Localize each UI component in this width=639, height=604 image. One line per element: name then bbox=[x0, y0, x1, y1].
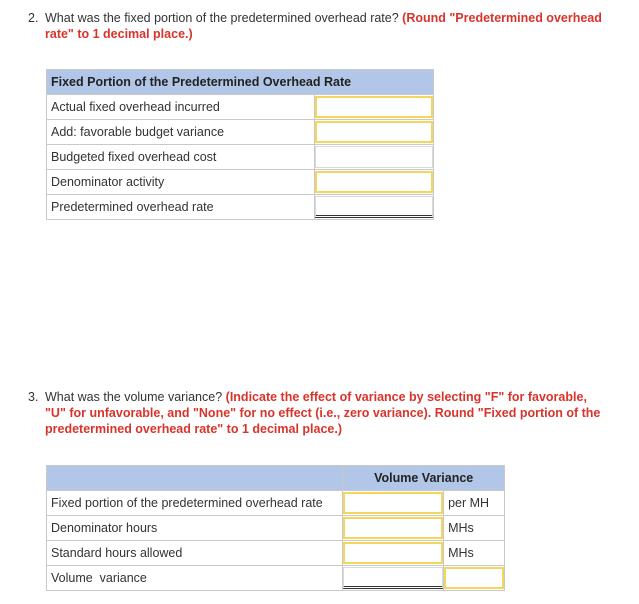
table-row bbox=[47, 195, 434, 220]
instruction-text-cont: "U" for unfavorable, and "None" for no effect (i.e., zero variance). Round "Fixed portion of the bbox=[45, 406, 601, 420]
table-row bbox=[47, 170, 434, 195]
denominator-hours-input[interactable] bbox=[343, 517, 443, 539]
table-row bbox=[47, 120, 434, 145]
fixed-portion-rate-input[interactable] bbox=[343, 492, 443, 514]
denominator-activity-input[interactable] bbox=[315, 171, 433, 193]
row-label: Add: favorable budget variance bbox=[47, 120, 315, 145]
row-label: Predetermined overhead rate bbox=[47, 195, 315, 220]
table-row bbox=[47, 516, 505, 541]
instruction-text-cont: rate" to 1 decimal place.) bbox=[45, 27, 193, 41]
row-label: Standard hours allowed bbox=[47, 541, 343, 566]
row-label: Denominator hours bbox=[47, 516, 343, 541]
fixed-portion-table bbox=[46, 69, 434, 220]
instruction-text-end: predetermined overhead rate" to 1 decimal place.) bbox=[45, 422, 343, 436]
table-row bbox=[47, 95, 434, 120]
table-row bbox=[47, 541, 505, 566]
header-blank bbox=[47, 466, 343, 491]
favorable-budget-variance-input[interactable] bbox=[315, 121, 433, 143]
question-number: 3. bbox=[28, 390, 39, 404]
unit-label: MHs bbox=[444, 516, 505, 541]
question-number: 2. bbox=[28, 11, 39, 25]
budgeted-fixed-overhead-input[interactable] bbox=[315, 146, 433, 168]
unit-label: per MH bbox=[444, 491, 505, 516]
table-row bbox=[47, 145, 434, 170]
variance-effect-select[interactable] bbox=[444, 567, 504, 589]
table-header: Fixed Portion of the Predetermined Overhead Rate bbox=[47, 70, 434, 95]
row-label: Actual fixed overhead incurred bbox=[47, 95, 315, 120]
actual-fixed-overhead-input[interactable] bbox=[315, 96, 433, 118]
row-label: Denominator activity bbox=[47, 170, 315, 195]
standard-hours-input[interactable] bbox=[343, 542, 443, 564]
question-text: What was the fixed portion of the predetermined overhead rate? bbox=[45, 11, 399, 25]
question-3 bbox=[28, 389, 628, 441]
row-label: Volume variance bbox=[47, 566, 343, 591]
predetermined-overhead-rate-input[interactable] bbox=[315, 196, 433, 218]
table-row bbox=[47, 566, 505, 591]
row-label: Budgeted fixed overhead cost bbox=[47, 145, 315, 170]
question-2 bbox=[28, 10, 628, 44]
table-row bbox=[47, 491, 505, 516]
table-header: Volume Variance bbox=[343, 466, 505, 491]
instruction-text: (Indicate the effect of variance by selecting "F" for favorable, bbox=[225, 390, 587, 404]
volume-variance-input[interactable] bbox=[343, 567, 443, 589]
volume-variance-table bbox=[46, 465, 505, 591]
instruction-text: (Round "Predetermined overhead bbox=[402, 11, 602, 25]
question-text: What was the volume variance? bbox=[45, 390, 223, 404]
row-label: Fixed portion of the predetermined overhead rate bbox=[47, 491, 343, 516]
unit-label: MHs bbox=[444, 541, 505, 566]
